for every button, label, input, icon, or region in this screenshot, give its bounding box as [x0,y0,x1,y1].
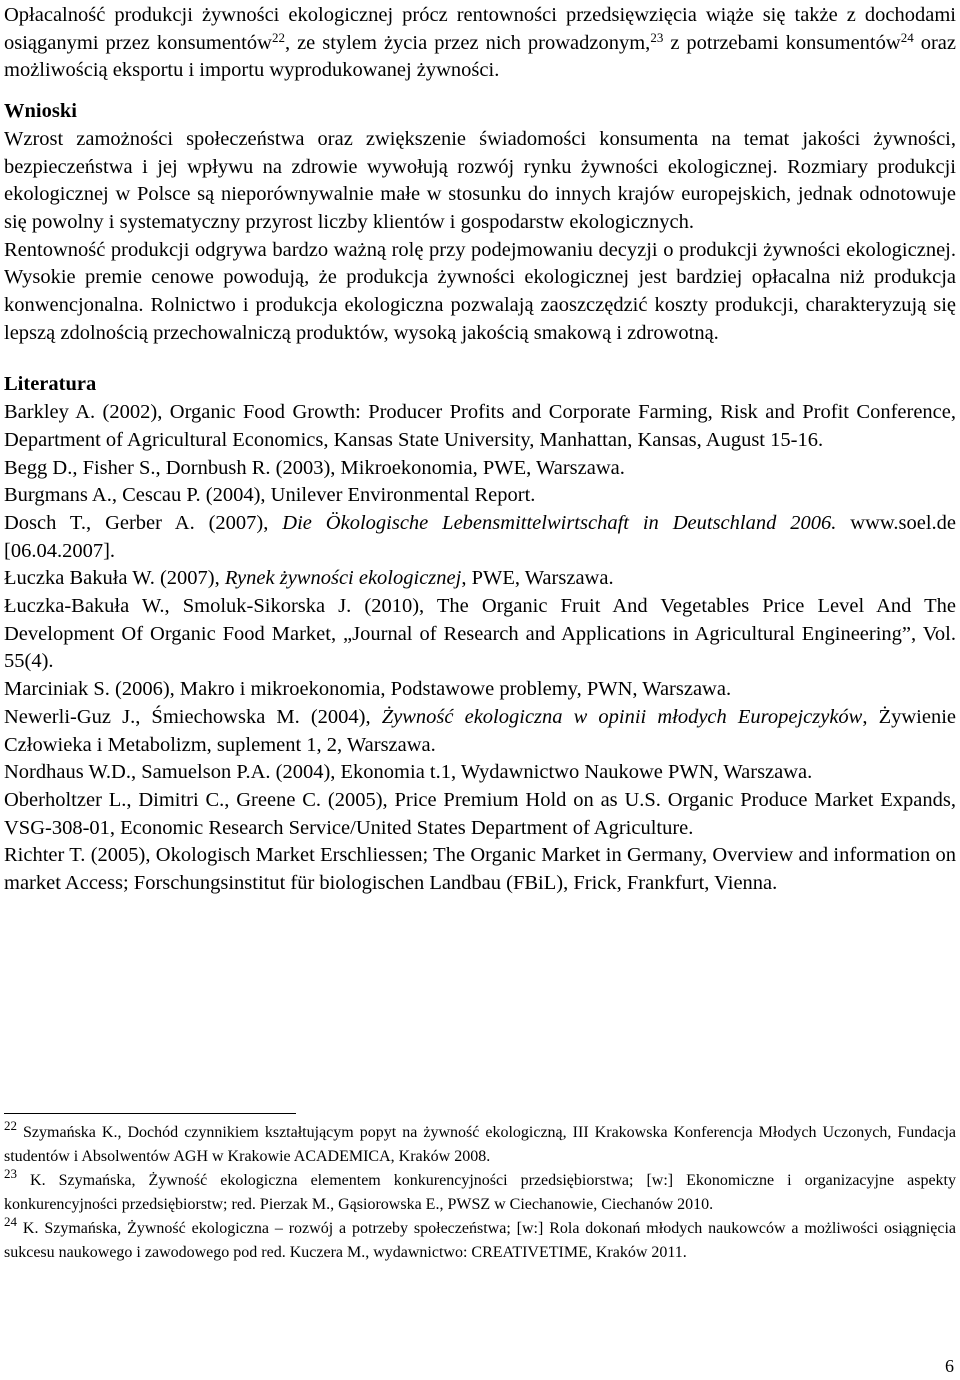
reference-item [4,510,956,565]
conclusions-heading: Wnioski [4,100,77,123]
reference-item [4,593,956,676]
reference-item [4,676,956,704]
footnote-text: K. Szymańska, Żywność ekologiczna – rozwój a potrzeby społeczeństwa; [w:] Rola dokonań młodych naukowców a możliwości osiągnięcia sukcesu naukowego i zawodowego pod red. Kuczera M., wydawnictwo: CREATIVETIME, Kraków 2011. [4,1220,956,1261]
footnote-number: 22 [4,1118,17,1133]
page-number: 6 [945,1356,954,1376]
reference-text: Richter T. (2005), Okologisch Market Erschliessen; The Organic Market in Germany, Overview and information on market Access; Forschungsinstitut für biologischen Landbau (FBiL), Frick, Frankfurt, Vienna. [4,844,956,895]
reference-item [4,842,956,897]
intro-paragraph [4,2,956,85]
reference-text: Oberholtzer L., Dimitri C., Greene C. (2005), Price Premium Hold on as U.S. Organic Produce Market Expands, VSG-308-01, Economic Research Service/United States Department of Agriculture. [4,788,956,839]
footnote-text: K. Szymańska, Żywność ekologiczna elementem konkurencyjności przedsiębiorstwa; [w:] Ekonomiczne i organizacyjne aspekty konkurencyjności przedsiębiorstw; red. Pierzak M., Gąsiorowska E., PWSZ w Ciechanowie, Ciechanów 2010. [4,1172,956,1213]
reference-text: Łuczka Bakuła W. (2007), [4,567,225,590]
reference-item [4,565,956,593]
footnote-number: 23 [4,1166,17,1181]
reference-item [4,482,956,510]
footnote-ref-23: 23 [650,29,664,45]
footnotes [4,1118,956,1265]
reference-text: Barkley A. (2002), Organic Food Growth: Producer Profits and Corporate Farming, Risk and Profit Conference, Department of Agricultural Economics, Kansas State University, Manhattan, Kansas, August 15-16. [4,401,956,451]
reference-text: Newerli-Guz J., Śmiechowska M. (2004), [4,705,382,728]
reference-text: Burgmans A., Cescau P. (2004), Unilever Environmental Report. [4,484,536,507]
footnote-item [4,1214,956,1265]
intro-text-2: , ze stylem życia przez nich prowadzonym, [284,31,651,54]
footnote-ref-22: 22 [271,29,285,45]
reference-text: Łuczka-Bakuła W., Smoluk-Sikorska J. (2010), The Organic Fruit And Vegetables Price Level And The Development Of Organic Food Market, „Journal of Research and Applications in Agricultural Engineering”, Vol. 55(4). [4,595,956,673]
conclusions-paragraph-1: Wzrost zamożności społeczeństwa oraz zwiększenie świadomości konsumenta na temat jakości żywności, bezpieczeństwa i jej wpływu na zdrowie wywołują rozwój rynku żywności ekologicznej. Rozmiary produkcji ekologicznej w Polsce są nieporównywalnie małe w stosunku do innych krajów europejskich, jednak odnotowuje się powolny i systematyczny przyrost liczby klientów i gospodarstw ekologicznych. [4,127,956,233]
footnote-text: Szymańska K., Dochód czynnikiem kształtującym popyt na żywność ekologiczną, III Krakowska Konferencja Młodych Uczonych, Fundacja studentów i Absolwentów AGH w Krakowie ACADEMICA, Kraków 2008. [4,1124,956,1165]
reference-item [4,759,956,787]
reference-item [4,787,956,842]
reference-text-after: www.soel.de [06.04.2007]. [4,511,956,562]
reference-text: Marciniak S. (2006), Makro i mikroekonomia, Podstawowe problemy, PWN, Warszawa. [4,678,732,701]
reference-item [4,399,956,454]
intro-text-1: Opłacalność produkcji żywności ekologicznej prócz rentowności przedsięwzięcia wiąże się także z dochodami osiąganymi przez konsumentów [4,4,956,54]
main-text [4,2,956,898]
footnote-item [4,1118,956,1169]
footnote-ref-24: 24 [900,29,914,45]
reference-text: Nordhaus W.D., Samuelson P.A. (2004), Ekonomia t.1, Wydawnictwo Naukowe PWN, Warszawa. [4,761,813,784]
reference-text: Dosch T., Gerber A. (2007), [4,511,283,534]
literature-heading: Literatura [4,373,97,396]
conclusions-paragraph-2: Rentowność produkcji odgrywa bardzo ważną rolę przy podejmowaniu decyzji o produkcji żywności ekologicznej. Wysokie premie cenowe powodują, że produkcja żywności ekologicznej jest bardziej opłacalna niż produkcja konwencjonalna. Rolnictwo i produkcja ekologiczna pozwalają zaoszczędzić koszty produkcji, charakteryzują się lepszą zdolnością przechowalniczą produktów, wysoką jakością smakową i zdrowotną. [4,238,956,344]
reference-title: Żywność ekologiczna w opinii młodych Europejczyków [381,705,863,728]
reference-title: Die Ökologische Lebensmittelwirtschaft in Deutschland 2006. [282,511,837,534]
intro-text-4: oraz możliwością eksportu i importu wyprodukowanej żywności. [4,31,956,82]
reference-text-after: , Żywienie Człowieka i Metabolizm, suplement 1, 2, Warszawa. [4,705,957,756]
intro-text-3: z potrzebami konsumentów [663,31,901,54]
reference-title: Rynek żywności ekologicznej [224,567,462,590]
footnote-number: 24 [4,1214,17,1229]
reference-text-after: , PWE, Warszawa. [461,567,614,590]
footnote-separator [4,1113,296,1114]
reference-text: Begg D., Fisher S., Dornbush R. (2003), Mikroekonomia, PWE, Warszawa. [4,456,625,479]
footnote-item [4,1166,956,1217]
reference-item [4,704,956,759]
reference-item [4,455,956,483]
reference-list [4,399,956,898]
